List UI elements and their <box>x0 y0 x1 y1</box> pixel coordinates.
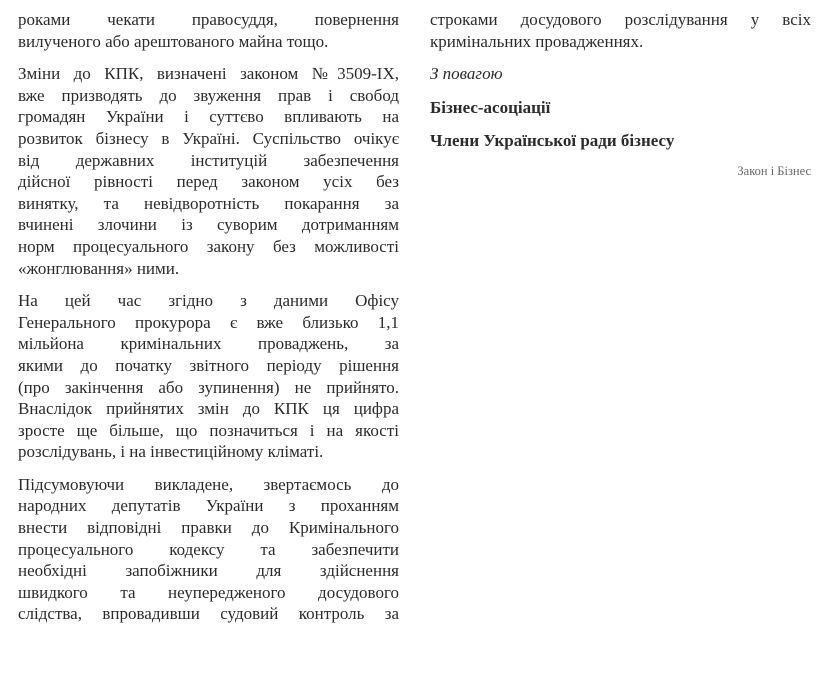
text-line: від державних інституцій забезпечення <box>18 150 399 170</box>
article-paragraph <box>18 9 399 52</box>
source-credit: Закон і Бізнес <box>737 163 811 178</box>
signatory-business-associations: Бізнес-асоціації <box>430 97 551 117</box>
article-paragraph <box>18 290 399 463</box>
text-line: Внаслідок прийнятих змін до КПК ця цифра <box>18 399 399 419</box>
text-line: вже призводять до звуження прав і свобод <box>18 85 399 105</box>
text-line: необхідні запобіжники для здійснення <box>18 561 399 581</box>
text-line: «жонглювання» ними. <box>18 258 180 278</box>
text-line: норм процесуального закону без можливості <box>18 236 399 256</box>
text-line: Підсумовуючи викладене, звертаємось до <box>18 474 399 494</box>
text-line: вилученого або арештованого майна тощо. <box>18 31 329 51</box>
text-line: На цей час згідно з даними Офісу <box>18 291 399 311</box>
text-line: вчинені злочини із суворим дотриманням <box>18 215 399 235</box>
article-paragraph <box>18 63 399 279</box>
article-paragraph <box>430 9 811 52</box>
text-line: Зміни до КПК, визначені законом №3509-IX, <box>18 64 399 84</box>
text-line: слідства, впровадивши судовий контроль за <box>18 604 399 624</box>
text-line: (про закінчення або зупинення) не прийнято. <box>18 377 399 397</box>
text-line: процесуального кодексу та забезпечити <box>18 539 399 559</box>
text-line: розвиток бізнесу в Україні. Суспільство очікує <box>18 128 399 148</box>
closing-phrase: З повагою <box>430 64 503 84</box>
text-line: кримінальних провадженнях. <box>430 31 644 51</box>
article-paragraph <box>18 474 399 625</box>
text-line: дійсної рівності перед законом усіх без <box>18 172 399 192</box>
text-line: внести відповідні правки до Кримінального <box>18 518 399 538</box>
text-line: винятку, та невідворотність покарання за <box>18 193 399 213</box>
text-line: роками чекати правосуддя, повернення <box>18 10 399 29</box>
text-line: зросте ще більше, що позначиться і на якості <box>18 420 399 440</box>
text-line: якими до початку звітного періоду рішення <box>18 355 399 375</box>
text-line: Генерального прокурора є вже близько 1,1 <box>18 312 399 332</box>
text-line: строками досудового розслідування у всіх <box>430 10 811 29</box>
text-line: розслідувань, і на інвестиційному кліматі. <box>18 442 324 462</box>
left-column <box>18 9 399 636</box>
signatory-ukrainian-business-council: Члени Української ради бізнесу <box>430 131 675 151</box>
text-line: мільйона кримінальних проваджень, за <box>18 334 399 354</box>
right-column <box>430 9 811 179</box>
text-line: громадян України і суттєво впливають на <box>18 107 399 127</box>
text-line: швидкого та неупередженого досудового <box>18 582 399 602</box>
text-line: народних депутатів України з проханням <box>18 496 399 516</box>
